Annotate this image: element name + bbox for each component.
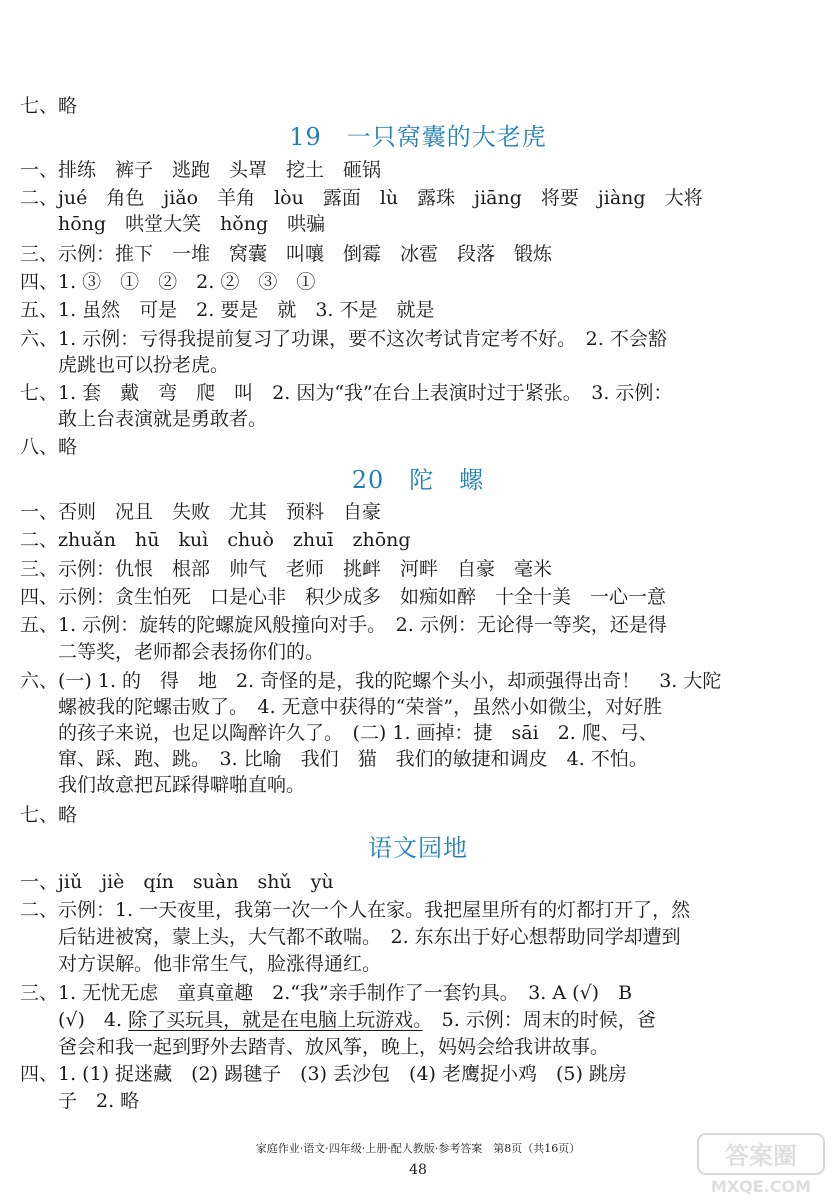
garden-line bbox=[58, 1008, 816, 1032]
lesson19-line: 一、排练 裤子 逃跑 头罩 挖土 砸锅 bbox=[20, 159, 382, 181]
lesson20-line: 七、略 bbox=[20, 804, 78, 826]
lesson20-line: 螺被我的陀螺击败了。 4. 无意中获得的“荣誉”，虽然小如微尘，对好胜 bbox=[58, 696, 663, 718]
garden-line: 爸会和我一起到野外去踏青、放风筝，晚上，妈妈会给我讲故事。 bbox=[58, 1036, 610, 1058]
underlined-answer: 除了买玩具，就是在电脑上玩游戏。 bbox=[128, 1009, 423, 1031]
watermark-logo bbox=[696, 1130, 826, 1198]
lesson20-line: 我们故意把瓦踩得噼啪直响。 bbox=[58, 774, 306, 796]
lesson19-line: 八、略 bbox=[20, 436, 78, 458]
footer-text: 家庭作业·语文·四年级·上册·配人教版·参考答案 第8页（共16页） bbox=[255, 1142, 581, 1155]
lesson19-line: 六、1. 示例：亏得我提前复习了功课，要不这次考试肯定考不好。 2. 不会豁 bbox=[20, 328, 667, 350]
page-number: 48 bbox=[409, 1162, 427, 1178]
lesson20-line: 的孩子来说，也足以陶醉许久了。 (二) 1. 画掉：捷 sāi 2. 爬、弓、 bbox=[58, 722, 658, 744]
garden-line: 四、1. (1) 捉迷藏 (2) 踢毽子 (3) 丢沙包 (4) 老鹰捉小鸡 (5) 跳房 bbox=[20, 1063, 627, 1085]
garden-line: 后钻进被窝，蒙上头，大气都不敢喘。 2. 东东出于好心想帮助同学却遭到 bbox=[58, 926, 681, 948]
garden-title: 语文园地 bbox=[368, 834, 468, 862]
lesson20-line: 四、示例：贪生怕死 口是心非 积少成多 如痴如醉 十全十美 一心一意 bbox=[20, 586, 667, 608]
garden-line: 一、jiǔ jiè qín suàn shǔ yù bbox=[20, 871, 334, 893]
lesson19-title: 19 一只窝囊的大老虎 bbox=[289, 123, 547, 151]
lesson19-line: 二、jué 角色 jiǎo 羊角 lòu 露面 lù 露珠 jiāng 将要 jiàng 大将 bbox=[20, 187, 703, 209]
garden-line: 二、示例：1. 一天夜里，我第一次一个人在家。我把屋里所有的灯都打开了，然 bbox=[20, 899, 691, 921]
lesson20-line: 二、zhuǎn hū kuì chuò zhuī zhōng bbox=[20, 529, 411, 551]
lesson19-line: 四、1. ③ ① ② 2. ② ③ ① bbox=[20, 271, 316, 293]
garden-line-start: (√) 4. bbox=[58, 1009, 129, 1031]
intro-line: 七、略 bbox=[20, 95, 78, 117]
lesson19-line: 五、1. 虽然 可是 2. 要是 就 3. 不是 就是 bbox=[20, 299, 435, 321]
lesson19-line: 三、示例：推下 一堆 窝囊 叫嚷 倒霉 冰雹 段落 锻炼 bbox=[20, 243, 553, 265]
watermark-top-text: 答案圈 bbox=[725, 1142, 797, 1170]
lesson20-line: 三、示例：仇恨 根部 帅气 老师 挑衅 河畔 自豪 毫米 bbox=[20, 558, 553, 580]
lesson20-line: 窜、踩、跑、跳。 3. 比喻 我们 猫 我们的敏捷和调皮 4. 不怕。 bbox=[58, 748, 648, 770]
lesson20-line: 二等奖，老师都会表扬你们的。 bbox=[58, 641, 325, 663]
lesson20-line: 五、1. 示例：旋转的陀螺旋风般撞向对手。 2. 示例：无论得一等奖，还是得 bbox=[20, 614, 667, 636]
garden-line-end: 5. 示例：周末的时候，爸 bbox=[422, 1009, 656, 1031]
garden-line: 对方误解。他非常生气，脸涨得通红。 bbox=[58, 953, 382, 975]
lesson20-line: 六、(一) 1. 的 得 地 2. 奇怪的是，我的陀螺个头小，却顽强得出奇！ 3. 大陀 bbox=[20, 670, 722, 692]
lesson20-title: 20 陀 螺 bbox=[351, 466, 485, 494]
garden-line: 三、1. 无忧无虑 童真童趣 2.“我”亲手制作了一套钓具。 3. A (√) B bbox=[20, 982, 633, 1004]
lesson19-line: 虎跳也可以扮老虎。 bbox=[58, 354, 230, 376]
lesson20-line: 一、否则 况且 失败 尤其 预料 自豪 bbox=[20, 501, 382, 523]
lesson19-line: 敢上台表演就是勇敢者。 bbox=[58, 408, 268, 430]
lesson19-line: 七、1. 套 戴 弯 爬 叫 2. 因为“我”在台上表演时过于紧张。 3. 示例： bbox=[20, 382, 673, 404]
lesson19-line: hōng 哄堂大笑 hǒng 哄骗 bbox=[58, 213, 326, 235]
garden-line: 子 2. 略 bbox=[58, 1090, 140, 1112]
watermark-bottom-text: MXQE.COM bbox=[710, 1177, 812, 1196]
